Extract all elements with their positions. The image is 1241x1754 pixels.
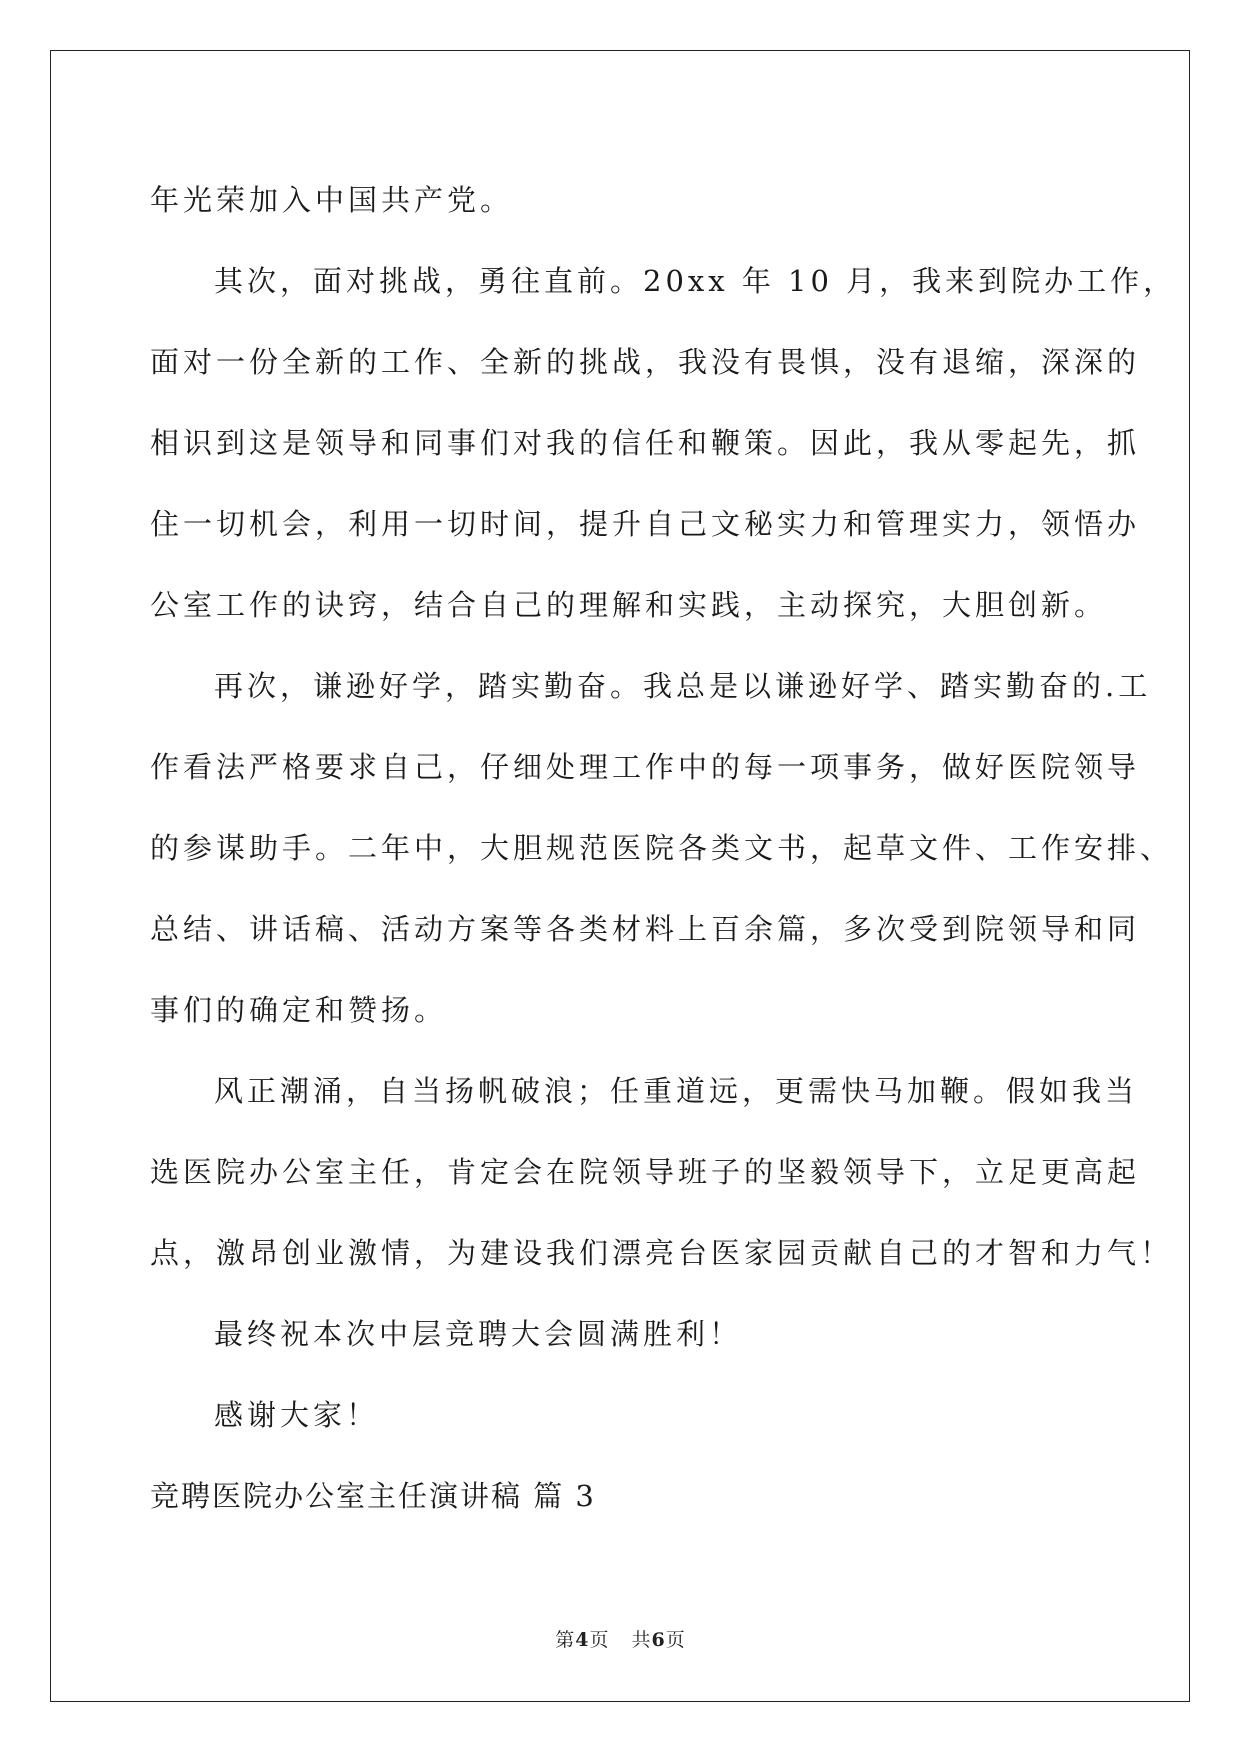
- text-line: 面对一份全新的工作、全新的挑战，我没有畏惧，没有退缩，深深的: [150, 345, 1141, 379]
- footer-total-prefix: 共: [631, 1629, 652, 1651]
- text-line: 年光荣加入中国共产党。: [150, 183, 514, 217]
- text-line: 公室工作的诀窍，结合自己的理解和实践，主动探究，大胆创新。: [150, 588, 1108, 622]
- total-pages-number: 6: [651, 1629, 666, 1651]
- text-line: 的参谋助手。二年中，大胆规范医院各类文书，起草文件、工作安排、: [150, 831, 1174, 865]
- text-line: 事们的确定和赞扬。: [150, 993, 448, 1027]
- text-line: 点，激昂创业激情，为建设我们漂亮台医家园贡献自己的才智和力气！: [150, 1236, 1174, 1270]
- text-line: 选医院办公室主任，肯定会在院领导班子的坚毅领导下，立足更高起: [150, 1155, 1141, 1189]
- current-page-number: 4: [575, 1629, 590, 1651]
- footer-page-word: 页: [589, 1629, 610, 1651]
- document-body: [150, 160, 1177, 1537]
- page-footer: [0, 1625, 1241, 1652]
- text-line: 风正潮涌，自当扬帆破浪；任重道远，更需快马加鞭。假如我当: [214, 1074, 1139, 1108]
- text-line: 最终祝本次中层竞聘大会圆满胜利！: [214, 1317, 743, 1351]
- text-line: 再次，谦逊好学，踏实勤奋。我总是以谦逊好学、踏实勤奋的.工: [214, 669, 1152, 703]
- text-line: 其次，面对挑战，勇往直前。20xx 年 10 月，我来到院办工作，: [214, 264, 1177, 298]
- text-line: 相识到这是领导和同事们对我的信任和鞭策。因此，我从零起先，抓: [150, 426, 1141, 460]
- footer-prefix: 第: [555, 1629, 576, 1651]
- text-line: 作看法严格要求自己，仔细处理工作中的每一项事务，做好医院领导: [150, 750, 1141, 784]
- footer-total-suffix: 页: [665, 1629, 686, 1651]
- text-line: 总结、讲话稿、活动方案等各类材料上百余篇，多次受到院领导和同: [150, 912, 1141, 946]
- text-line: 住一切机会，利用一切时间，提升自己文秘实力和管理实力，领悟办: [150, 507, 1141, 541]
- text-line: 感谢大家！: [214, 1398, 380, 1432]
- section-heading: 竞聘医院办公室主任演讲稿 篇 3: [150, 1479, 596, 1513]
